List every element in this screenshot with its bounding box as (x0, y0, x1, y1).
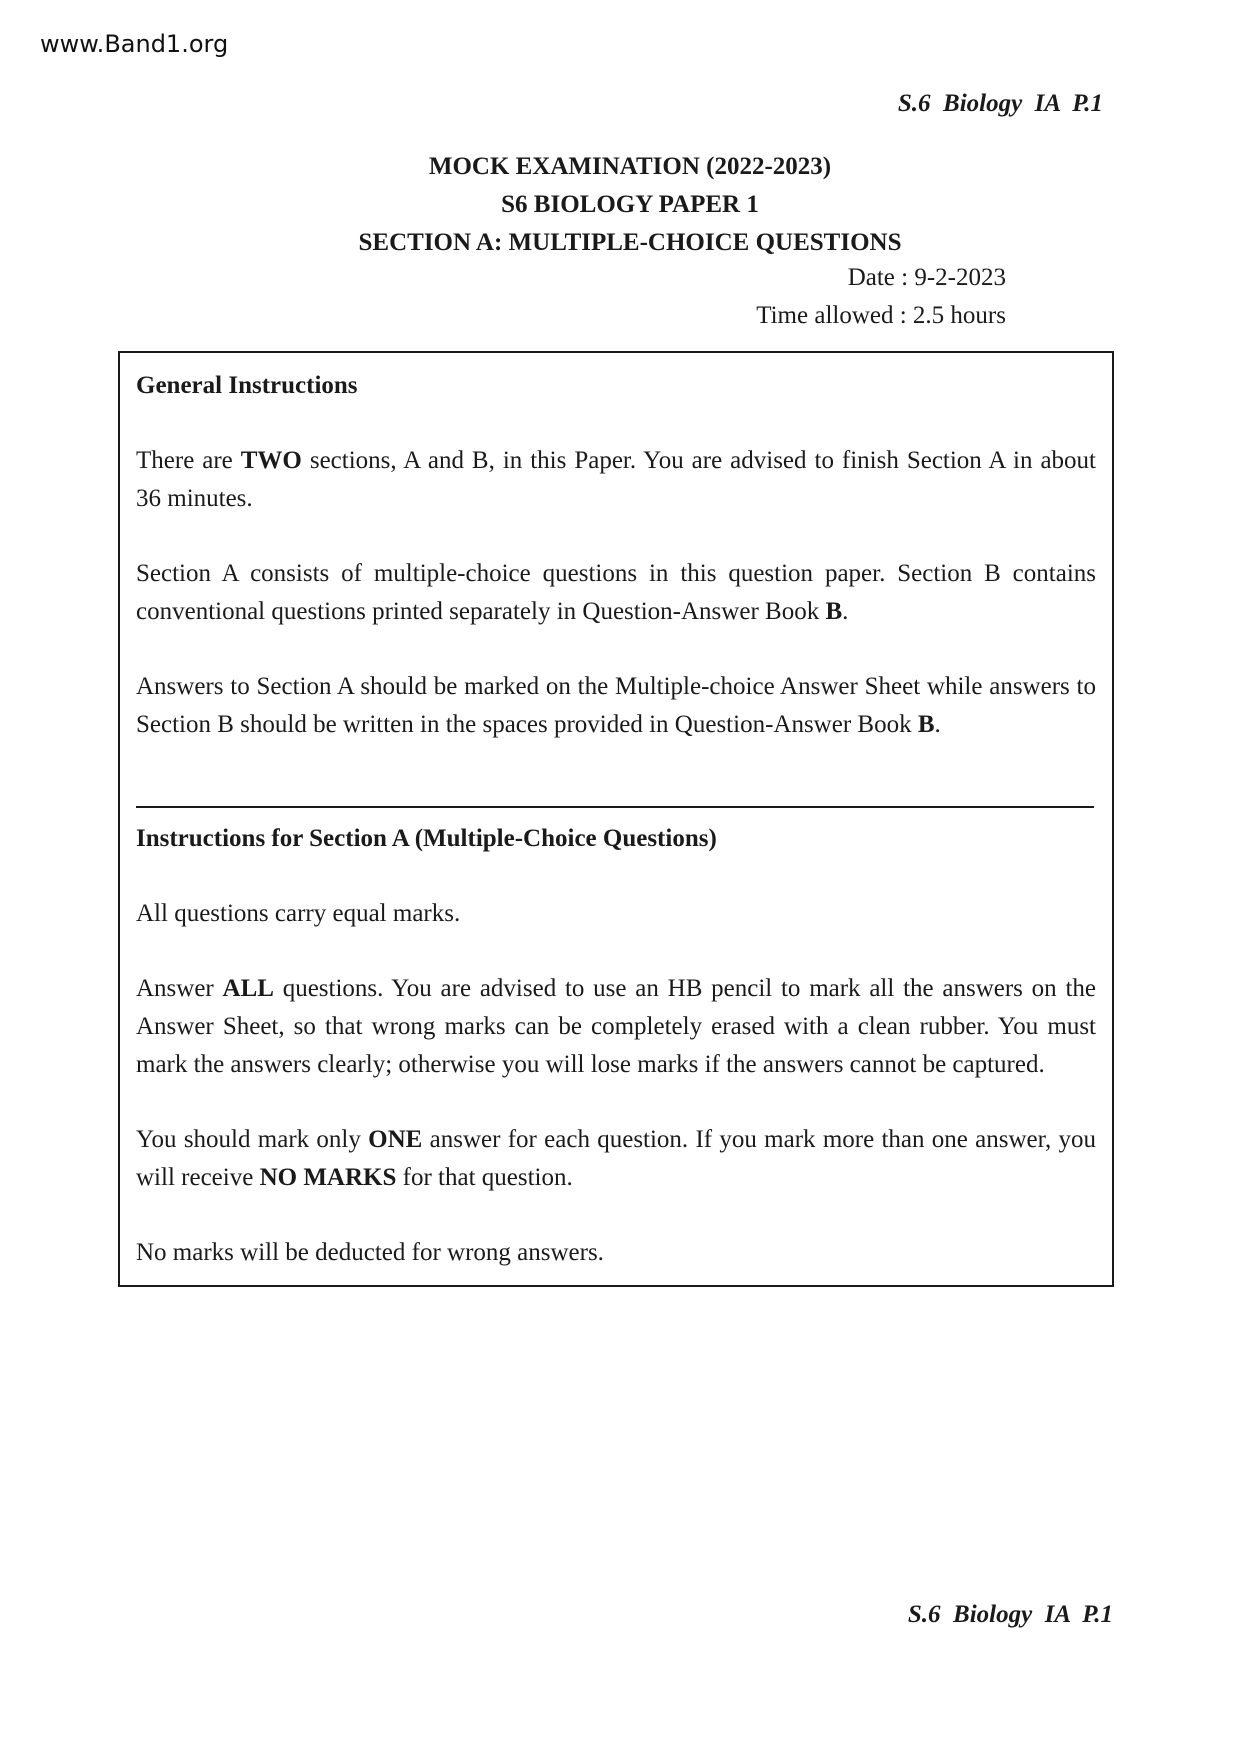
time-allowed: Time allowed : 2.5 hours (756, 302, 1006, 329)
general-instructions-heading: General Instructions (136, 372, 358, 399)
section-a-instructions-heading: Instructions for Section A (Multiple-Choice Questions) (136, 825, 717, 852)
section-a-instruction-paragraph: No marks will be deducted for wrong answers. (136, 1239, 604, 1266)
general-instruction-paragraph: Section A consists of multiple-choice questions in this question paper. Section B contains conventional questions printed separately in Question-Answer Book B. (136, 560, 1096, 625)
exam-title-block (0, 148, 1240, 262)
section-a-instruction-paragraph: Answer ALL questions. You are advised to use an HB pencil to mark all the answers on the Answer Sheet, so that wrong marks can be completely erased with a clean rubber. You must mark the answers clearly; otherwise you will lose marks if the answers cannot be captured. (136, 975, 1096, 1078)
running-head: S.6 Biology IA P.1 (897, 90, 1103, 117)
exam-title: MOCK EXAMINATION (2022-2023) (428, 153, 832, 180)
section-title: SECTION A: MULTIPLE-CHOICE QUESTIONS (358, 229, 902, 256)
general-instruction-paragraph: Answers to Section A should be marked on the Multiple-choice Answer Sheet while answers to Section B should be written in the spaces provided in Question-Answer Book B. (136, 673, 1096, 738)
section-a-instruction-paragraph: You should mark only ONE answer for each question. If you mark more than one answer, you will receive NO MARKS for that question. (136, 1126, 1097, 1191)
section-a-instruction-paragraph: All questions carry equal marks. (136, 900, 461, 927)
divider-line (136, 806, 1094, 808)
instructions-box (118, 351, 1114, 1287)
paper-title: S6 BIOLOGY PAPER 1 (501, 191, 759, 218)
exam-date: Date : 9-2-2023 (847, 264, 1006, 291)
website-watermark: www.Band1.org (40, 30, 229, 58)
general-instruction-paragraph: There are TWO sections, A and B, in this Paper. You are advised to finish Section A in about 36 minutes. (136, 447, 1096, 512)
running-foot: S.6 Biology IA P.1 (907, 1601, 1113, 1628)
